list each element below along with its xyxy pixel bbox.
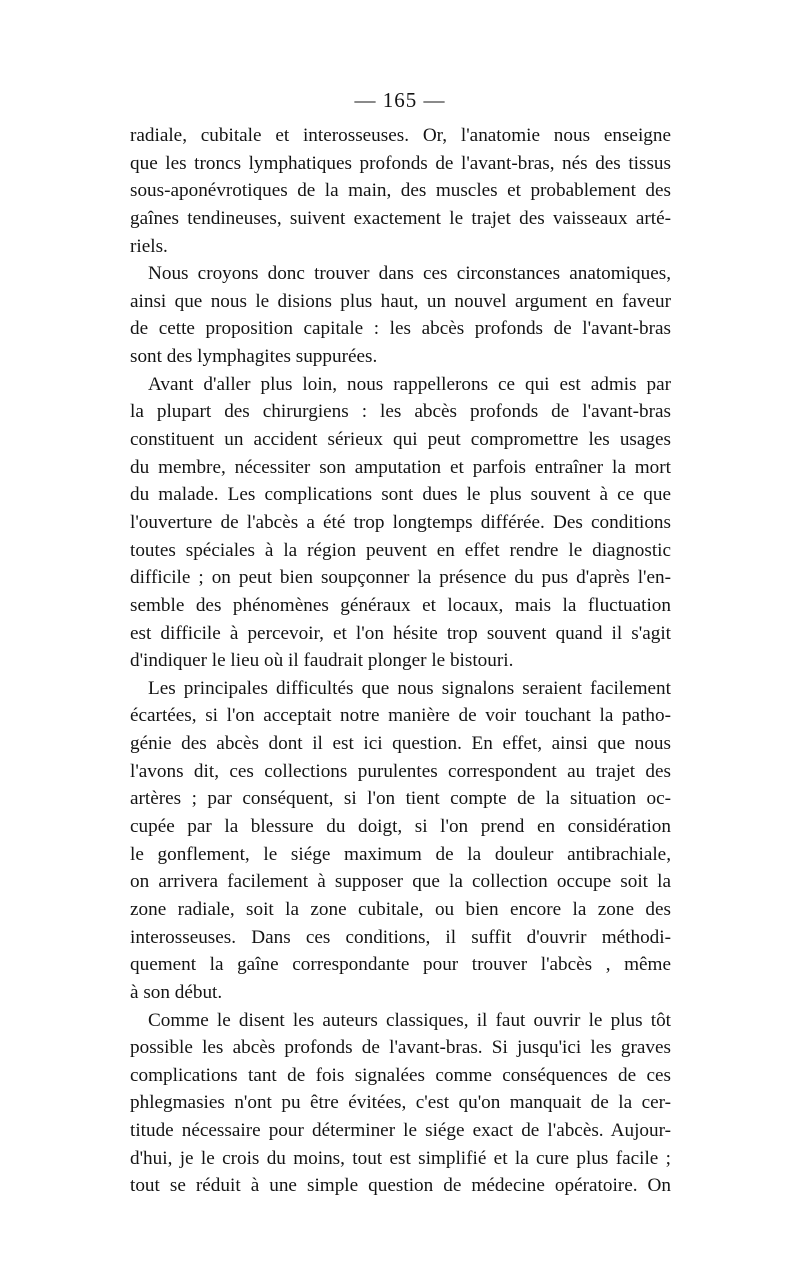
text-line: que les troncs lymphatiques profonds de l'avant-bras, nés des tissus: [130, 152, 671, 174]
text-line: tout se réduit à une simple question de médecine opératoire. On: [130, 1175, 671, 1197]
text-line: du membre, nécessiter son amputation et parfois entraîner la mort: [130, 456, 671, 478]
text-line: Les principales difficultés que nous signalons seraient facilement: [148, 677, 671, 699]
text-line: riels.: [130, 235, 168, 257]
text-line: semble des phénomènes généraux et locaux, mais la fluctuation: [130, 594, 671, 616]
text-line: ainsi que nous le disions plus haut, un nouvel argument en faveur: [130, 290, 671, 312]
text-line: le gonflement, le siége maximum de la douleur antibrachiale,: [130, 843, 671, 865]
text-line: Comme le disent les auteurs classiques, il faut ouvrir le plus tôt: [148, 1009, 671, 1031]
text-line: l'avons dit, ces collections purulentes correspondent au trajet des: [130, 760, 671, 782]
text-line: Nous croyons donc trouver dans ces circonstances anatomiques,: [148, 263, 671, 285]
text-line: titude nécessaire pour déterminer le siége exact de l'abcès. Aujour-: [130, 1120, 671, 1142]
text-line: gaînes tendineuses, suivent exactement le trajet des vaisseaux arté-: [130, 207, 671, 229]
text-line: zone radiale, soit la zone cubitale, ou bien encore la zone des: [130, 898, 671, 920]
text-line: de cette proposition capitale : les abcès profonds de l'avant-bras: [130, 318, 671, 340]
text-line: possible les abcès profonds de l'avant-bras. Si jusqu'ici les graves: [130, 1037, 671, 1059]
text-line: écartées, si l'on acceptait notre manière de voir touchant la patho-: [130, 705, 671, 727]
text-line: à son début.: [130, 981, 223, 1003]
text-line: complications tant de fois signalées comme conséquences de ces: [130, 1064, 671, 1086]
body-text: [130, 122, 671, 1200]
text-line: l'ouverture de l'abcès a été trop longtemps différée. Des conditions: [130, 511, 671, 533]
text-line: phlegmasies n'ont pu être évitées, c'est qu'on manquait de la cer-: [130, 1092, 671, 1114]
text-line: Avant d'aller plus loin, nous rappellerons ce qui est admis par: [148, 373, 671, 395]
text-line: cupée par la blessure du doigt, si l'on prend en considération: [130, 816, 671, 838]
text-line: toutes spéciales à la région peuvent en effet rendre le diagnostic: [130, 539, 671, 561]
text-line: radiale, cubitale et interosseuses. Or, l'anatomie nous enseigne: [130, 125, 671, 146]
text-line: artères ; par conséquent, si l'on tient compte de la situation oc-: [130, 788, 671, 810]
text-line: est difficile à percevoir, et l'on hésite trop souvent quand il s'agit: [130, 622, 671, 644]
text-line: constituent un accident sérieux qui peut compromettre les usages: [130, 429, 671, 451]
text-line: on arrivera facilement à supposer que la collection occupe soit la: [130, 871, 671, 893]
text-line: génie des abcès dont il est ici question. En effet, ainsi que nous: [130, 733, 671, 755]
page-number: — 165 —: [354, 88, 446, 112]
text-line: quement la gaîne correspondante pour trouver l'abcès , même: [130, 954, 671, 976]
text-line: difficile ; on peut bien soupçonner la présence du pus d'après l'en-: [130, 567, 671, 589]
text-line: du malade. Les complications sont dues le plus souvent à ce que: [130, 484, 671, 506]
text-line: interosseuses. Dans ces conditions, il suffit d'ouvrir méthodi-: [130, 926, 671, 948]
text-line: d'indiquer le lieu où il faudrait plonger le bistouri.: [130, 650, 514, 672]
text-line: sous-aponévrotiques de la main, des muscles et probablement des: [130, 180, 671, 202]
text-line: la plupart des chirurgiens : les abcès profonds de l'avant-bras: [130, 401, 671, 423]
text-line: sont des lymphagites suppurées.: [130, 346, 378, 368]
text-line: d'hui, je le crois du moins, tout est simplifié et la cure plus facile ;: [130, 1147, 671, 1169]
